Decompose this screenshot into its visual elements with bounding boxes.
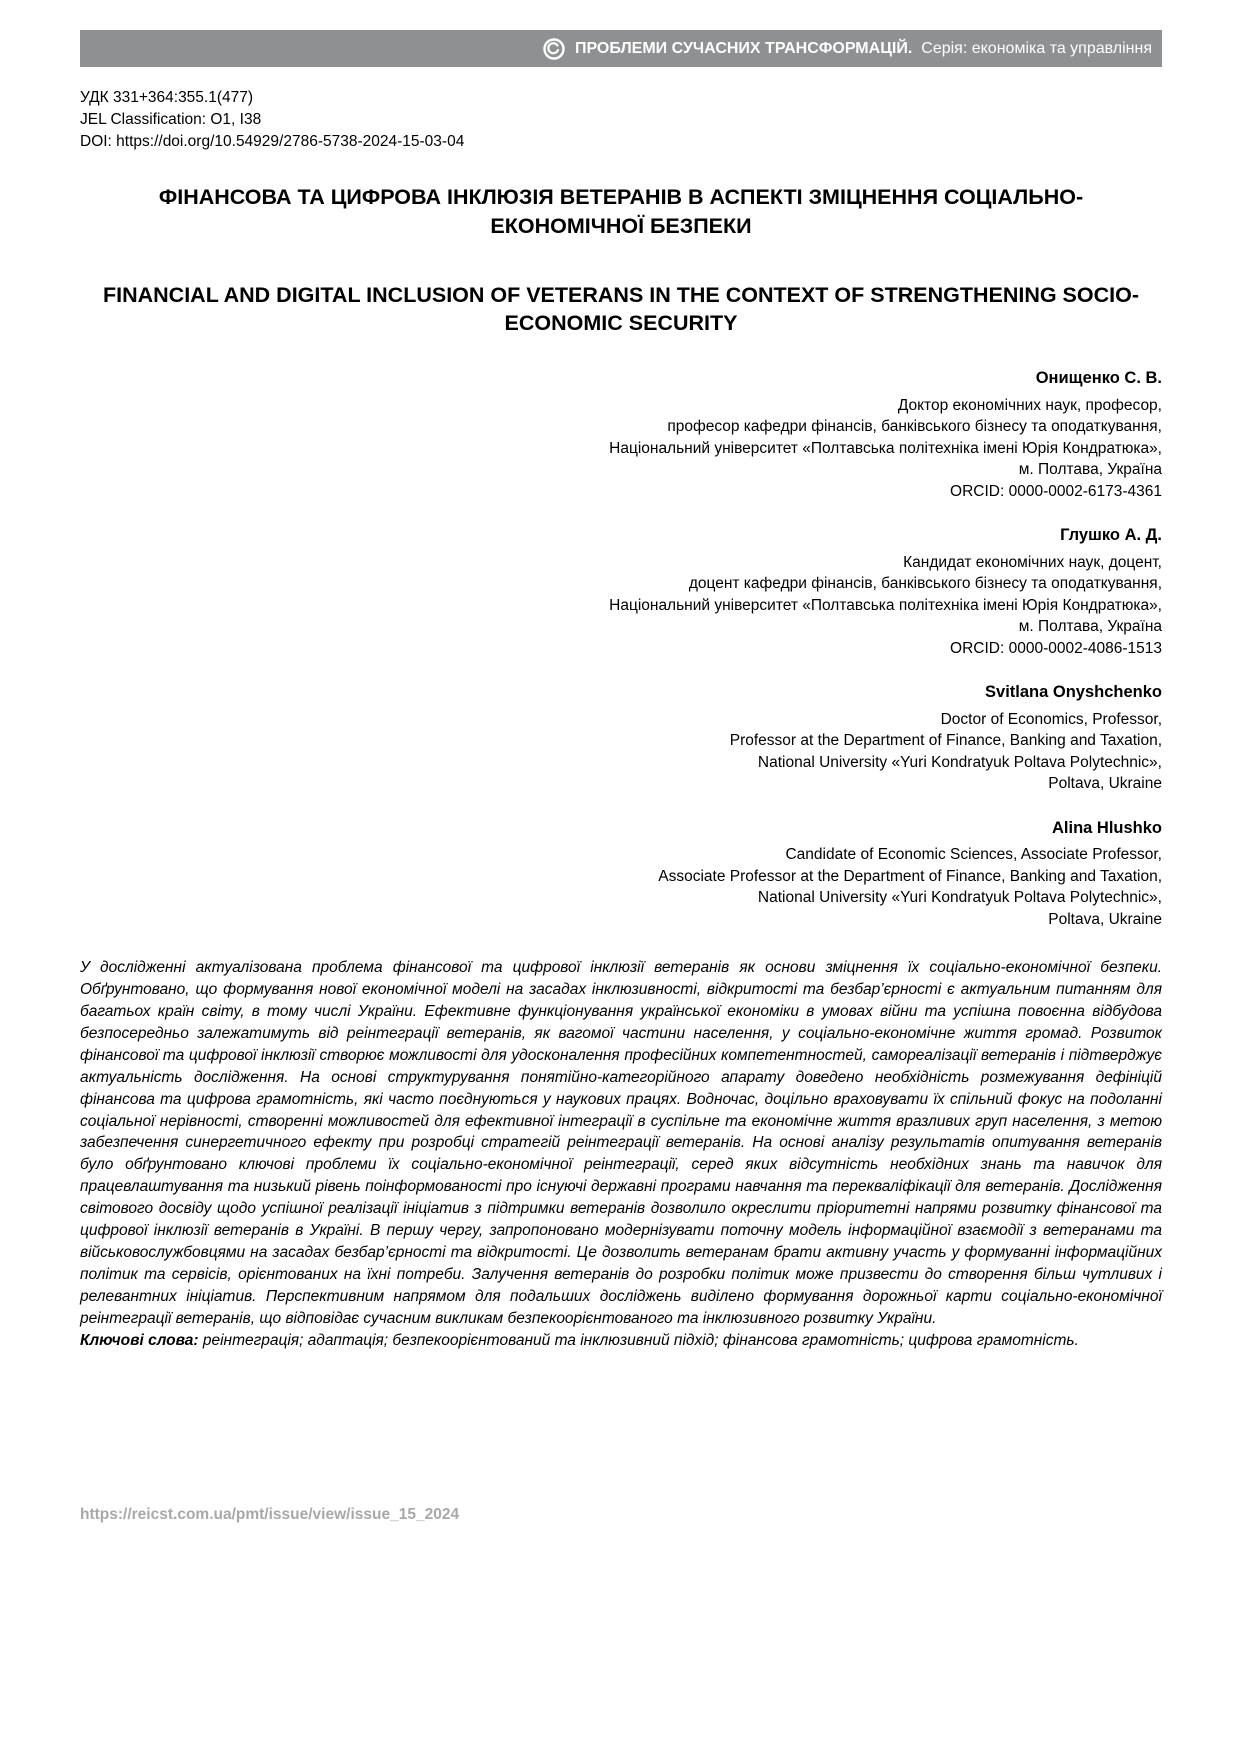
author-position: Professor at the Department of Finance, Banking and Taxation, bbox=[729, 732, 1162, 750]
jel-line: JEL Classification: O1, I38 bbox=[80, 111, 262, 128]
author-degree: Candidate of Economic Sciences, Associate Professor, bbox=[785, 846, 1162, 864]
keywords-line bbox=[80, 1330, 1162, 1352]
author-city: Poltava, Ukraine bbox=[1048, 910, 1162, 928]
author-affiliation: Національний університет «Полтавська політехніка імені Юрія Кондратюка», bbox=[609, 439, 1162, 457]
author-block-hlushko-en bbox=[80, 818, 1162, 931]
author-degree: Доктор економічних наук, професор, bbox=[897, 396, 1162, 414]
author-degree: Doctor of Economics, Professor, bbox=[940, 710, 1162, 728]
abstract-section bbox=[80, 957, 1162, 1351]
keywords-label: Ключові слова: bbox=[80, 1331, 199, 1349]
journal-series: Серія: економіка та управління bbox=[921, 39, 1152, 57]
author-name: Глушко А. Д. bbox=[1060, 526, 1162, 545]
article-title-english: FINANCIAL AND DIGITAL INCLUSION OF VETERANS IN THE CONTEXT OF STRENGTHENING SOCIO-ECONOMIC SECURITY bbox=[103, 282, 1139, 336]
author-block-onyshchenko-en bbox=[80, 682, 1162, 795]
author-affiliation: National University «Yuri Kondratyuk Poltava Polytechnic», bbox=[757, 753, 1162, 771]
doi-line[interactable]: DOI: https://doi.org/10.54929/2786-5738-2024-15-03-04 bbox=[80, 133, 465, 150]
author-name: Svitlana Onyshchenko bbox=[985, 683, 1162, 702]
author-city: м. Полтава, Україна bbox=[1018, 618, 1162, 636]
author-position: професор кафедри фінансів, банківського бізнесу та оподаткування, bbox=[667, 418, 1162, 436]
journal-title: ПРОБЛЕМИ СУЧАСНИХ ТРАНСФОРМАЦІЙ. bbox=[574, 39, 913, 57]
author-position: Associate Professor at the Department of Finance, Banking and Taxation, bbox=[658, 867, 1162, 885]
author-orcid: ORCID: 0000-0002-4086-1513 bbox=[950, 639, 1162, 657]
abstract-paragraph: У дослідженні актуалізована проблема фінансової та цифрової інклюзії ветеранів як основи зміцнення їх соціально-економічної безпеки. Обґрунтовано, що формування нової економічної моделі на засадах інклюзивності, відкритості та безбар’єрності є актуальним питанням для багатьох країн світу, в тому числі України. Ефективне функціонування української економіки в умовах війни та успішна повоєнна відбудова безпосередньо залежатимуть від реінтеграції ветеранів, як вагомої частини населення, у соціально-економічне життя громад. Розвиток фінансової та цифрової інклюзії створює можливості для удосконалення професійних компетентностей, самореалізації ветеранів і підтверджує актуальність дослідження. На основі структурування понятійно-категорійного апарату доведено необхідність розмежування дефініцій фінансова та цифрова грамотність, які часто поєднуються у наукових працях. Водночас, доцільно враховувати їх спільний фокус на подоланні соціальної нерівності, створенні можливостей для ефективної інтеграції в суспільне та економічне життя вразливих груп населення, з метою забезпечення синергетичного ефекту при розробці стратегій реінтеграції ветеранів. На основі аналізу результатів опитування ветеранів було обґрунтовано ключові проблеми їх соціально-економічної реінтеграції, серед яких відсутність необхідних знань та навичок для працевлаштування та низький рівень поінформованості про існуючі державні програми навчання та перекваліфікації для ветеранів. Дослідження світового досвіду щодо успішної реалізації ініціатив з підтримки ветеранів дозволило окреслити пріоритетні напрями розвитку фінансової та цифрової інклюзії ветеранів в Україні. В першу чергу, запропоновано модернізувати поточну модель інформаційної взаємодії з ветеранами та військовослужбовцями на засадах безбар’єрності та відкритості. Це дозволить ветеранам брати активну участь у формуванні інформаційних політик та сервісів, орієнтованих на їхні потреби. Залучення ветеранів до розробки політик може призвести до створення більш чутливих і релевантних ініціатив. Перспективним напрямом для подальших досліджень виділено формування дорожньої карти соціально-економічної реінтеграції ветеранів, що відповідає сучасним викликам безпекоорієнтованого та інклюзивного розвитку України. bbox=[80, 959, 1162, 1327]
author-name: Alina Hlushko bbox=[1051, 818, 1162, 837]
author-affiliation: National University «Yuri Kondratyuk Poltava Polytechnic», bbox=[757, 889, 1162, 907]
author-name: Онищенко С. В. bbox=[1035, 369, 1162, 388]
author-orcid: ORCID: 0000-0002-6173-4361 bbox=[950, 482, 1162, 500]
author-position: доцент кафедри фінансів, банківського бізнесу та оподаткування, bbox=[688, 575, 1162, 593]
authors-section bbox=[80, 368, 1162, 930]
journal-header-bar bbox=[80, 30, 1162, 67]
journal-issue-url[interactable]: https://reicst.com.ua/pmt/issue/view/issue_15_2024 bbox=[80, 1506, 460, 1523]
keywords-text: реінтеграція; адаптація; безпекоорієнтований та інклюзивний підхід; фінансова грамотність; цифрова грамотність. bbox=[198, 1331, 1079, 1349]
article-title-ukrainian: ФІНАНСОВА ТА ЦИФРОВА ІНКЛЮЗІЯ ВЕТЕРАНІВ В АСПЕКТІ ЗМІЦНЕННЯ СОЦІАЛЬНО-ЕКОНОМІЧНОЇ БЕЗПЕКИ bbox=[158, 185, 1084, 238]
article-meta bbox=[80, 87, 1162, 153]
author-city: Poltava, Ukraine bbox=[1048, 775, 1162, 793]
journal-logo-icon bbox=[542, 37, 566, 61]
author-city: м. Полтава, Україна bbox=[1018, 461, 1162, 479]
author-degree: Кандидат економічних наук, доцент, bbox=[903, 553, 1162, 571]
author-block-onyshchenko-uk bbox=[80, 368, 1162, 502]
author-block-hlushko-uk bbox=[80, 525, 1162, 659]
udk-line: УДК 331+364:355.1(477) bbox=[80, 89, 254, 106]
author-affiliation: Національний університет «Полтавська політехніка імені Юрія Кондратюка», bbox=[609, 596, 1162, 614]
